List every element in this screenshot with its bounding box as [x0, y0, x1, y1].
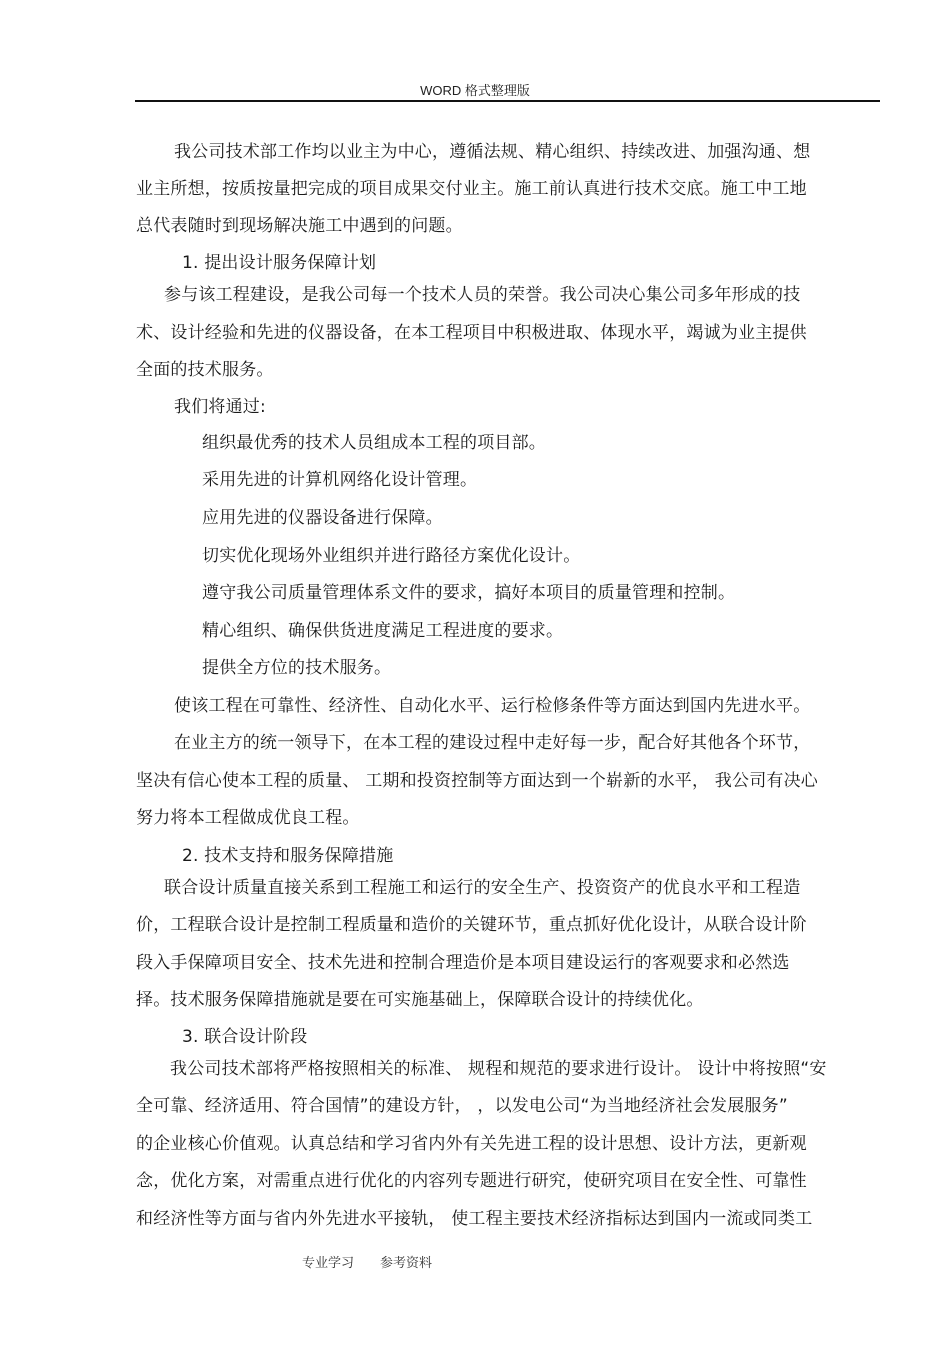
body-line: 全面的技术服务。 [136, 360, 274, 380]
header-divider [135, 100, 880, 102]
list-item: 提供全方位的技术服务。 [202, 658, 392, 678]
body-line: 我们将通过: [174, 397, 266, 417]
list-item: 应用先进的仪器设备进行保障。 [202, 508, 443, 528]
list-item: 精心组织、确保供货进度满足工程进度的要求。 [202, 621, 564, 641]
body-line: 我公司技术部将严格按照相关的标准、 规程和规范的要求进行设计。 设计中将按照“安 [170, 1059, 827, 1079]
page-header: WORD 格式整理版 [420, 83, 530, 98]
body-line: 使该工程在可靠性、经济性、自动化水平、运行检修条件等方面达到国内先进水平。 [174, 696, 811, 716]
list-item: 遵守我公司质量管理体系文件的要求，搞好本项目的质量管理和控制。 [202, 583, 736, 603]
body-line: 在业主方的统一领导下，在本工程的建设过程中走好每一步，配合好其他各个环节， [174, 733, 811, 753]
list-item: 采用先进的计算机网络化设计管理。 [202, 470, 478, 490]
body-line: 和经济性等方面与省内外先进水平接轨， 使工程主要技术经济指标达到国内一流或同类工 [136, 1209, 813, 1229]
body-line: 联合设计质量直接关系到工程施工和运行的安全生产、投资资产的优良水平和工程造 [164, 878, 801, 898]
footer-left: 专业学习 [302, 1256, 355, 1271]
body-line: 参与该工程建设，是我公司每一个技术人员的荣誉。我公司决心集公司多年形成的技 [164, 285, 801, 305]
section-heading-1: 1. 提出设计服务保障计划 [182, 253, 377, 273]
footer-right: 参考资料 [380, 1256, 433, 1271]
section-heading-3: 3. 联合设计阶段 [182, 1027, 308, 1047]
body-line: 价，工程联合设计是控制工程质量和造价的关键环节，重点抓好优化设计，从联合设计阶 [136, 915, 807, 935]
body-line: 总代表随时到现场解决施工中遇到的问题。 [136, 216, 463, 236]
body-line: 段入手保障项目安全、技术先进和控制合理造价是本项目建设运行的客观要求和必然选 [136, 953, 790, 973]
body-line: 坚决有信心使本工程的质量、 工期和投资控制等方面达到一个崭新的水平， 我公司有决心 [136, 771, 819, 791]
list-item: 组织最优秀的技术人员组成本工程的项目部。 [202, 433, 546, 453]
body-line: 术、设计经验和先进的仪器设备，在本工程项目中积极进取、体现水平，竭诚为业主提供 [136, 323, 807, 343]
body-line: 择。技术服务保障措施就是要在可实施基础上，保障联合设计的持续优化。 [136, 990, 704, 1010]
body-line: 我公司技术部工作均以业主为中心，遵循法规、精心组织、持续改进、加强沟通、想 [174, 142, 811, 162]
body-line: 的企业核心价值观。认真总结和学习省内外有关先进工程的设计思想、设计方法，更新观 [136, 1134, 807, 1154]
body-line: 业主所想，按质按量把完成的项目成果交付业主。施工前认真进行技术交底。施工中工地 [136, 179, 807, 199]
body-line: 全可靠、经济适用、符合国情”的建设方针， ，以发电公司“为当地经济社会发展服务” [136, 1096, 788, 1116]
body-line: 念，优化方案，对需重点进行优化的内容列专题进行研究，使研究项目在安全性、可靠性 [136, 1171, 807, 1191]
section-heading-2: 2. 技术支持和服务保障措施 [182, 846, 394, 866]
list-item: 切实优化现场外业组织并进行路径方案优化设计。 [202, 546, 581, 566]
body-line: 努力将本工程做成优良工程。 [136, 808, 360, 828]
